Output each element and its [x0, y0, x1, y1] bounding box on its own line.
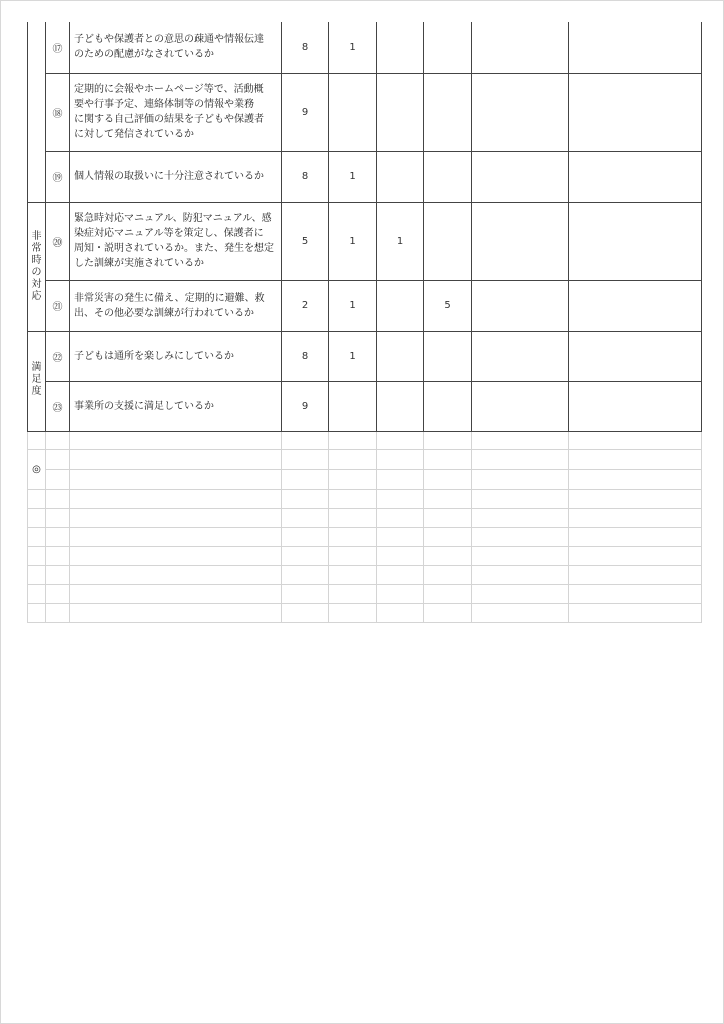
answer-extra	[472, 280, 569, 331]
table-row	[28, 73, 702, 151]
empty-row	[28, 449, 702, 469]
table-row	[28, 331, 702, 381]
answer-extra	[472, 202, 569, 280]
empty-row	[28, 489, 702, 508]
answer-no: 1	[377, 202, 424, 280]
answer-extra	[472, 151, 569, 202]
answer-no	[377, 381, 424, 431]
answer-yes: 5	[282, 202, 329, 280]
item-number: ⑲	[46, 151, 70, 202]
answer-yes: 8	[282, 22, 329, 73]
answer-unknown	[424, 151, 472, 202]
answer-no	[377, 280, 424, 331]
comment-cell	[569, 381, 702, 431]
answer-neutral	[329, 381, 377, 431]
comment-cell	[569, 151, 702, 202]
answer-yes: 8	[282, 151, 329, 202]
empty-row	[28, 469, 702, 489]
answer-neutral	[329, 73, 377, 151]
category-label: 満足度	[31, 361, 42, 397]
answer-yes: 9	[282, 73, 329, 151]
category-label: 非常時の対応	[31, 230, 42, 302]
answer-neutral: 1	[329, 22, 377, 73]
question-text: 定期的に会報やホームページ等で、活動概 要や行事予定、連絡体制等の情報や業務 に関する自己評価の結果を子どもや保護者 に対して発信されているか	[70, 73, 282, 151]
answer-extra	[472, 331, 569, 381]
empty-row	[28, 603, 702, 622]
item-number: ㉓	[46, 381, 70, 431]
answer-yes: 8	[282, 331, 329, 381]
empty-row	[28, 584, 702, 603]
item-number: ⑳	[46, 202, 70, 280]
answer-yes: 9	[282, 381, 329, 431]
empty-row	[28, 508, 702, 527]
question-text: 子どもは通所を楽しみにしているか	[70, 331, 282, 381]
comment-cell	[569, 331, 702, 381]
table-row	[28, 202, 702, 280]
category-satisfaction	[28, 331, 46, 431]
answer-unknown	[424, 202, 472, 280]
answer-unknown	[424, 331, 472, 381]
answer-unknown	[424, 73, 472, 151]
answer-no	[377, 73, 424, 151]
answer-no	[377, 331, 424, 381]
answer-no	[377, 151, 424, 202]
answer-neutral: 1	[329, 280, 377, 331]
empty-row	[28, 546, 702, 565]
question-text: 緊急時対応マニュアル、防犯マニュアル、感 染症対応マニュアル等を策定し、保護者に 周知・説明されているか。また、発生を想定 した訓練が実施されているか	[70, 202, 282, 280]
table-row	[28, 280, 702, 331]
comment-cell	[569, 280, 702, 331]
item-number: ⑱	[46, 73, 70, 151]
comment-cell	[569, 202, 702, 280]
table-row	[28, 151, 702, 202]
answer-extra	[472, 381, 569, 431]
question-text: 子どもや保護者との意思の疎通や情報伝達 のための配慮がなされているか	[70, 22, 282, 73]
item-number: ㉒	[46, 331, 70, 381]
answer-unknown	[424, 381, 472, 431]
table-row	[28, 22, 702, 73]
item-number: ㉑	[46, 280, 70, 331]
answer-extra	[472, 22, 569, 73]
question-text: 事業所の支援に満足しているか	[70, 381, 282, 431]
category-cell-continued	[28, 22, 46, 202]
question-text: 非常災害の発生に備え、定期的に避難、救 出、その他必要な訓練が行われているか	[70, 280, 282, 331]
evaluation-table	[27, 22, 702, 623]
answer-neutral: 1	[329, 151, 377, 202]
item-number: ⑰	[46, 22, 70, 73]
empty-row	[28, 527, 702, 546]
answer-unknown	[424, 22, 472, 73]
answer-no	[377, 22, 424, 73]
empty-row	[28, 431, 702, 449]
question-text: 個人情報の取扱いに十分注意されているか	[70, 151, 282, 202]
answer-yes: 2	[282, 280, 329, 331]
comment-cell	[569, 22, 702, 73]
table-row	[28, 381, 702, 431]
answer-extra	[472, 73, 569, 151]
circle-mark-icon: ◎	[28, 449, 46, 489]
answer-neutral: 1	[329, 202, 377, 280]
comment-cell	[569, 73, 702, 151]
answer-unknown: 5	[424, 280, 472, 331]
empty-row	[28, 565, 702, 584]
category-emergency	[28, 202, 46, 331]
answer-neutral: 1	[329, 331, 377, 381]
